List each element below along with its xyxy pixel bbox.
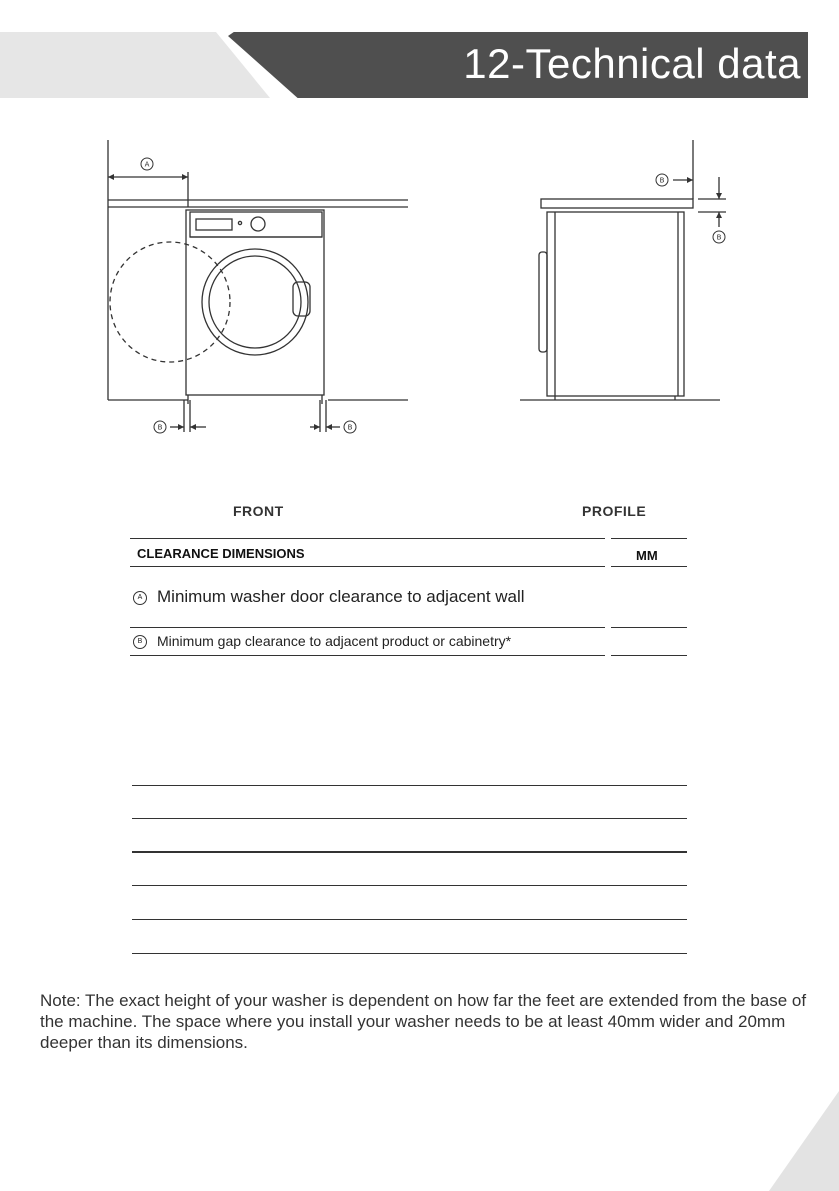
marker-b-front-left: B <box>157 423 163 432</box>
table-row <box>133 633 511 649</box>
marker-b-profile-side: B <box>716 233 722 242</box>
clearance-header: CLEARANCE DIMENSIONS <box>137 546 305 561</box>
installation-diagram <box>100 132 740 442</box>
row-b-label: Minimum gap clearance to adjacent product or cabinetry* <box>157 633 512 649</box>
table-rule <box>132 851 687 853</box>
table-rule <box>611 627 687 628</box>
marker-a-badge: A <box>133 591 147 605</box>
front-view-diagram <box>108 140 408 432</box>
row-a-label: Minimum washer door clearance to adjacent wall <box>157 587 525 606</box>
table-rule <box>611 655 687 656</box>
marker-b-profile-top: B <box>659 176 665 185</box>
table-rule <box>132 785 687 786</box>
unit-header: MM <box>636 548 658 563</box>
page-corner-decoration <box>769 1091 839 1191</box>
marker-b-front-right: B <box>347 423 353 432</box>
table-rule <box>132 953 687 954</box>
table-rule <box>132 818 687 819</box>
table-rule <box>611 566 687 567</box>
table-rule <box>130 627 605 628</box>
table-rule <box>132 885 687 886</box>
marker-a-front: A <box>144 160 150 169</box>
page-title: 12-Technical data <box>463 40 801 87</box>
profile-view-label: PROFILE <box>582 503 647 519</box>
table-rule <box>132 919 687 920</box>
marker-b-badge: B <box>133 635 147 649</box>
table-rule <box>130 538 605 539</box>
installation-note: Note: The exact height of your washer is dependent on how far the feet are extended from the base of the machine. The space where you install your washer needs to be at least 40mm wider and 20mm deeper than its dimensions. <box>40 991 807 1052</box>
table-rule <box>130 566 605 567</box>
front-view-label: FRONT <box>233 503 284 519</box>
table-rule <box>611 538 687 539</box>
table-row <box>133 587 525 607</box>
header-accent-left <box>0 32 270 98</box>
table-rule <box>130 655 605 656</box>
profile-view-diagram <box>520 140 726 400</box>
